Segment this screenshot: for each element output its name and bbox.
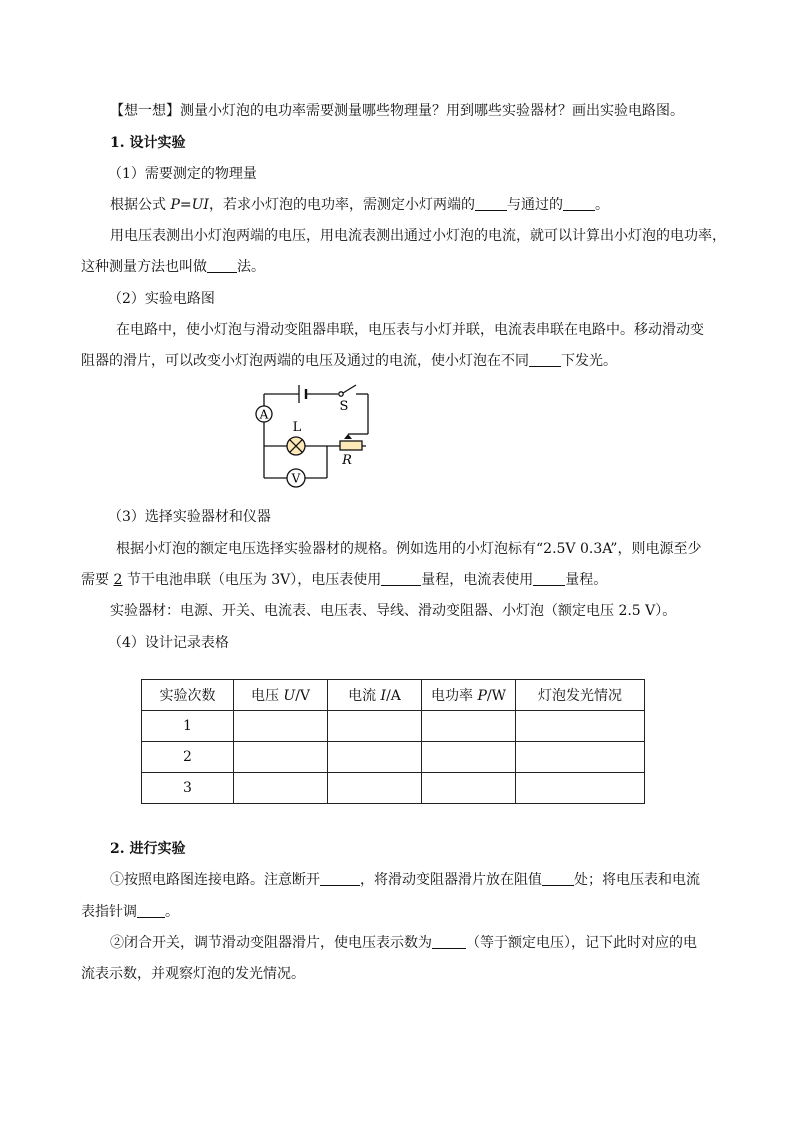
text: ，将滑动变阻器滑片放在阻值 <box>360 872 542 888</box>
text: 处；将电压表和电流 <box>574 872 700 888</box>
column-header: 电压 U/V <box>234 680 328 711</box>
section-2-line-2 <box>81 902 179 922</box>
text: ①按照电路图连接电路。注意断开 <box>110 872 320 888</box>
formula-eq: = <box>179 197 192 213</box>
blank <box>137 903 165 918</box>
section-2-line-1 <box>110 870 700 890</box>
section-2-line-4: 流表示数，并观察灯泡的发光情况。 <box>81 966 305 982</box>
text: ②闭合开关，调节滑动变阻器滑片，使电压表示数为 <box>110 935 432 951</box>
blank <box>320 871 360 886</box>
slider-arrow-icon <box>344 434 352 439</box>
part-2-title: （2）实验电路图 <box>108 291 215 307</box>
column-header: 电流 I/A <box>328 680 422 711</box>
part-1-title: （1）需要测定的物理量 <box>108 166 257 182</box>
table-cell <box>422 742 516 773</box>
column-header: 实验次数 <box>142 680 234 711</box>
section-2-title: 2. 进行实验 <box>110 841 186 857</box>
blank <box>432 934 466 949</box>
text: 与通过的 <box>506 197 563 213</box>
text: 这种测量方法也叫做 <box>81 259 207 275</box>
table-cell <box>328 711 422 742</box>
lamp-symbol <box>287 437 305 455</box>
text: 量程，电流表使用 <box>421 572 534 588</box>
table-cell <box>516 711 645 742</box>
rheostat-label: R <box>342 453 352 468</box>
switch-blade <box>343 385 356 393</box>
formula-ui: UI <box>191 197 209 213</box>
text: 。 <box>165 904 179 920</box>
table-cell <box>234 742 328 773</box>
table-header-row <box>142 680 645 711</box>
switch-contact <box>339 392 343 396</box>
table-cell <box>516 773 645 804</box>
table-row <box>142 773 645 804</box>
blank <box>533 571 565 586</box>
table-cell <box>422 711 516 742</box>
text: 量程。 <box>565 572 608 588</box>
record-table <box>141 679 645 804</box>
table-cell <box>516 742 645 773</box>
rheostat-symbol <box>340 441 362 450</box>
column-header: 灯泡发光情况 <box>516 680 645 711</box>
text: 表指针调 <box>81 904 137 920</box>
blank <box>381 571 421 586</box>
text: 下发光。 <box>561 353 617 369</box>
text: 。 <box>594 197 609 213</box>
part-3-line-1: 根据小灯泡的额定电压选择实验器材的规格。例如选用的小灯泡标有“2.5V 0.3A”，则电源至少 <box>116 541 702 557</box>
table-cell <box>328 742 422 773</box>
section-2-line-3 <box>110 933 697 953</box>
voltmeter-label: V <box>291 471 301 486</box>
part-4-title: （4）设计记录表格 <box>108 635 229 651</box>
battery-count: 2 <box>113 572 123 588</box>
trial-number: 2 <box>142 742 234 773</box>
part-1-line-2: 用电压表测出小灯泡两端的电压，用电流表测出通过小灯泡的电流，就可以计算出小灯泡的电功率， <box>110 228 726 244</box>
text: ，若求小灯泡的电功率，需测定小灯两端的 <box>208 197 475 213</box>
part-3-line-2 <box>81 570 607 590</box>
section-1-title: 1. 设计实验 <box>110 135 186 151</box>
think-text: 测量小灯泡的电功率需要测量哪些物理量？用到哪些实验器材？画出实验电路图。 <box>180 103 684 119</box>
table-row <box>142 742 645 773</box>
text: 需要 <box>81 572 114 588</box>
text: 法。 <box>237 259 265 275</box>
switch-label: S <box>339 399 349 414</box>
trial-number: 1 <box>142 711 234 742</box>
lamp-label: L <box>292 420 302 435</box>
text: （等于额定电压），记下此时对应的电 <box>466 935 697 951</box>
part-3-line-3: 实验器材：电源、开关、电流表、电压表、导线、滑动变阻器、小灯泡（额定电压 2.5 V）。 <box>110 603 677 619</box>
table-cell <box>234 773 328 804</box>
text: 节干电池串联（电压为 3V），电压表使用 <box>122 572 382 588</box>
part-2-line-1: 在电路中，使小灯泡与滑动变阻器串联，电压表与小灯并联，电流表串联在电路中。移动滑动变 <box>116 322 704 338</box>
ammeter-label: A <box>259 407 269 422</box>
column-header: 电功率 P/W <box>422 680 516 711</box>
formula-p: P <box>170 197 180 213</box>
table-cell <box>234 711 328 742</box>
part-3-title: （3）选择实验器材和仪器 <box>108 509 271 525</box>
text: 阻器的滑片，可以改变小灯泡两端的电压及通过的电流，使小灯泡在不同 <box>81 353 529 369</box>
table-cell <box>422 773 516 804</box>
text: 根据公式 <box>110 197 171 213</box>
table-cell <box>328 773 422 804</box>
blank <box>542 871 574 886</box>
table-row <box>142 711 645 742</box>
trial-number: 3 <box>142 773 234 804</box>
think-head: 【想一想】 <box>110 103 180 119</box>
